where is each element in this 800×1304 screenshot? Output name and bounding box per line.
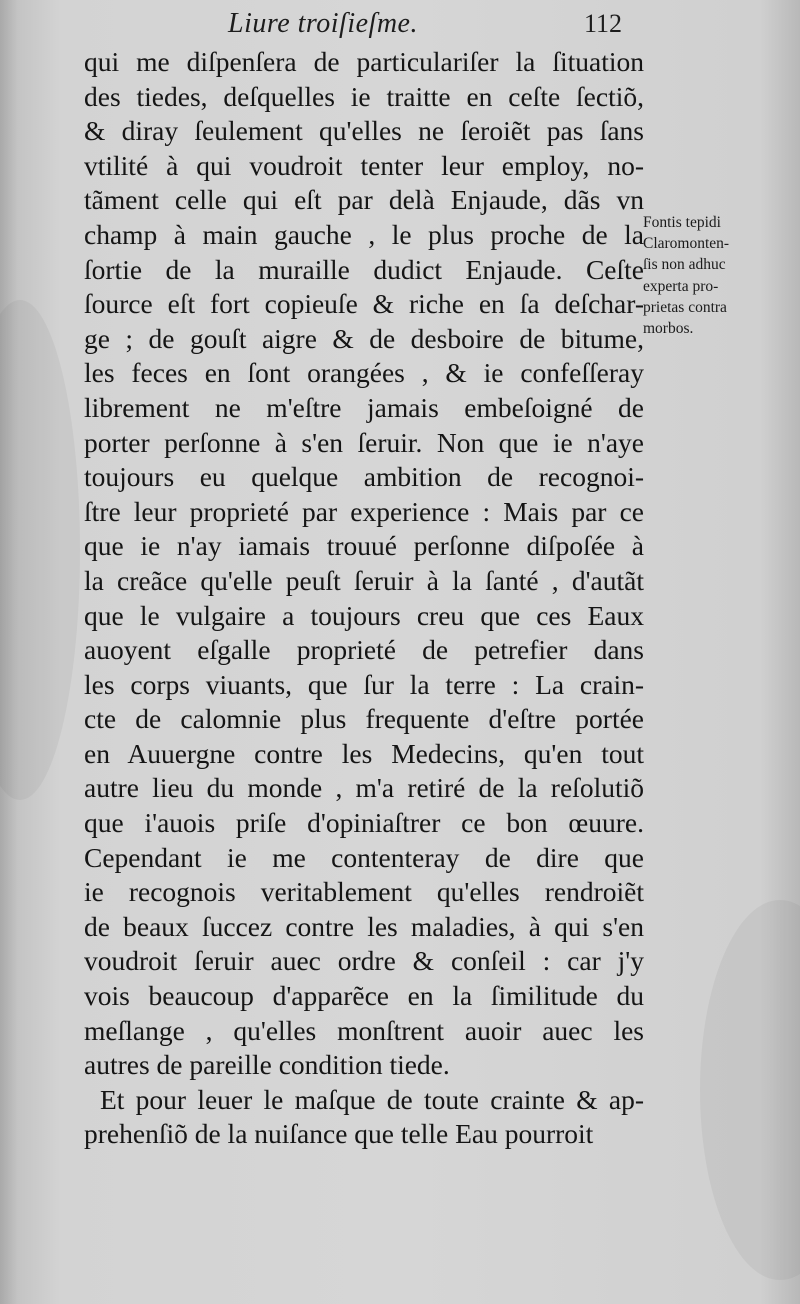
page-header bbox=[0, 8, 800, 42]
margin-note-line: Claromonten- bbox=[643, 235, 730, 253]
margin-note-line: ſis non adhuc bbox=[643, 256, 726, 274]
body-line: de beaux ſuccez contre les maladies, à qui s'en bbox=[84, 910, 644, 942]
body-line: que i'auois priſe d'opiniaſtrer ce bon œuure. bbox=[84, 807, 644, 839]
body-line: qui me diſpenſera de particulariſer la ſituation bbox=[84, 46, 644, 77]
body-line: ſortie de la muraille dudict Enjaude. Ceſte bbox=[84, 253, 644, 285]
body-line: ge ; de gouſt aigre & de desboire de bitume, bbox=[84, 322, 644, 354]
page-shadow bbox=[0, 300, 80, 800]
body-line: prehenſiõ de la nuiſance que telle Eau pourroit bbox=[84, 1118, 594, 1150]
body-line: que ie n'ay iamais trouué perſonne diſpoſée à bbox=[84, 530, 644, 562]
body-line: les corps viuants, que ſur la terre : La crain- bbox=[84, 668, 644, 700]
body-line: vtilité à qui voudroit tenter leur employ, no- bbox=[84, 149, 644, 181]
margin-note bbox=[643, 212, 793, 339]
body-text bbox=[84, 45, 644, 1152]
body-line: vois beaucoup d'apparẽce en la ſimilitude du bbox=[84, 980, 644, 1012]
body-line: en Auuergne contre les Medecins, qu'en tout bbox=[84, 737, 644, 769]
body-line: meſlange , qu'elles monſtrent auoir auec les bbox=[84, 1014, 644, 1046]
body-line: & diray ſeulement qu'elles ne ſeroiẽt pas ſans bbox=[84, 115, 644, 147]
margin-note-line: Fontis tepidi bbox=[643, 214, 721, 231]
body-line: toujours eu quelque ambition de recognoi- bbox=[84, 461, 644, 493]
running-title: Liure troiſieſme. bbox=[228, 8, 418, 39]
body-line: auoyent eſgalle proprieté de petrefier dans bbox=[84, 634, 644, 666]
page-shadow-right bbox=[700, 900, 800, 1280]
body-line: ſtre leur proprieté par experience : Mais par ce bbox=[84, 495, 644, 527]
body-line: porter perſonne à s'en ſeruir. Non que ie n'aye bbox=[84, 426, 644, 458]
body-line: que le vulgaire a toujours creu que ces Eaux bbox=[84, 599, 644, 631]
body-line: Et pour leuer le maſque de toute crainte & ap- bbox=[100, 1083, 644, 1115]
body-line: librement ne m'eſtre jamais embeſoigné de bbox=[84, 391, 644, 423]
body-line: la creãce qu'elle peuſt ſeruir à la ſanté , d'autãt bbox=[84, 564, 644, 596]
margin-note-line: morbos. bbox=[643, 320, 694, 338]
body-line: ie recognois veritablement qu'elles rendroiẽt bbox=[84, 876, 644, 908]
body-line: ſource eſt fort copieuſe & riche en ſa deſchar- bbox=[84, 288, 644, 320]
body-line: cte de calomnie plus frequente d'eſtre portée bbox=[84, 703, 644, 735]
body-line: autres de pareille condition tiede. bbox=[84, 1049, 450, 1081]
page-number: 112 bbox=[584, 9, 623, 38]
body-line: Cependant ie me contenteray de dire que bbox=[84, 841, 644, 873]
body-line: les feces en ſont orangées , & ie confeſſeray bbox=[84, 357, 644, 389]
body-line: tãment celle qui eſt par delà Enjaude, dãs vn bbox=[84, 184, 644, 216]
margin-note-line: experta pro- bbox=[643, 277, 719, 295]
body-line: des tiedes, deſquelles ie traitte en ceſte ſectiõ, bbox=[84, 80, 644, 112]
body-line: champ à main gauche , le plus proche de la bbox=[84, 218, 644, 250]
margin-note-line: prietas contra bbox=[643, 298, 727, 316]
body-line: voudroit ſeruir auec ordre & conſeil : car j'y bbox=[84, 945, 644, 977]
body-line: autre lieu du monde , m'a retiré de la reſolutiõ bbox=[84, 772, 644, 804]
